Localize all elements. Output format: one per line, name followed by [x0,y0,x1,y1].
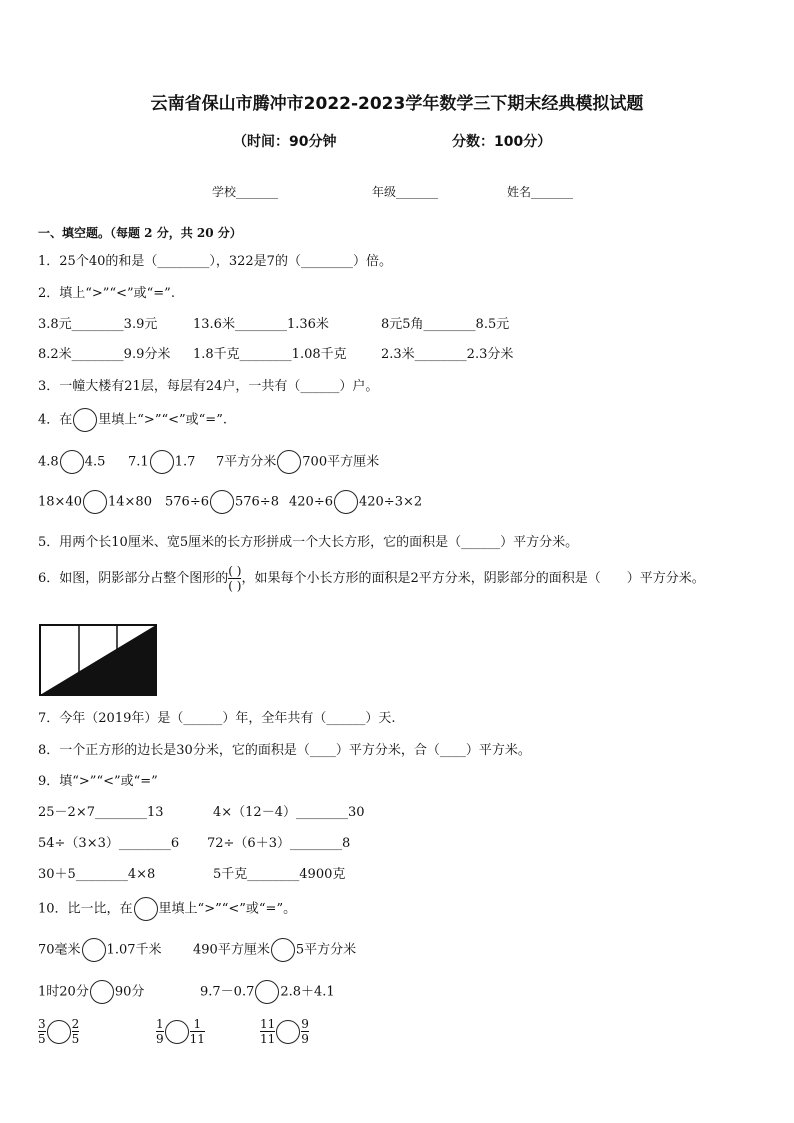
left-value: 18×40 [38,494,82,510]
exam-score: 分数：100分） [452,134,552,150]
q9-item: 4×（12－4）________30 [213,805,365,820]
q10-fraction-item [38,1018,79,1045]
q4-item [128,450,195,474]
question-2: 2．填上“>”“<”或“=”. [38,286,175,301]
q10-item [200,980,335,1004]
denominator: 11 [260,1032,276,1046]
q10-item [193,938,356,962]
left-value: 7.1 [128,454,149,470]
numerator: ( ) [228,564,242,578]
q6-suffix: ，如果每个小长方形的面积是2平方分米，阴影部分的面积是（ ）平方分米。 [241,571,705,586]
q10-fraction-item [260,1018,309,1045]
right-value: 90分 [114,984,145,1000]
right-value: 14×80 [107,494,152,510]
denominator: 5 [71,1032,80,1046]
name-field: 姓名_______ [507,185,574,199]
q9-item: 25－2×7________13 [38,805,164,820]
denominator: 9 [156,1032,164,1046]
q9-item: 72÷（6＋3）________8 [207,836,351,851]
answer-circle[interactable] [210,490,234,514]
q9-item: 54÷（3×3）________6 [38,836,180,851]
q9-item: 30＋5________4×8 [38,867,156,882]
left-value: 576÷6 [165,494,209,510]
answer-circle[interactable] [90,980,114,1004]
question-5: 5．用两个长10厘米、宽5厘米的长方形拼成一个大长方形，它的面积是（______）平方分米。 [38,535,579,550]
answer-circle[interactable] [73,408,97,432]
q10-prefix: 10．比一比，在 [38,901,133,917]
answer-circle[interactable] [82,938,106,962]
answer-circle[interactable] [150,450,174,474]
q4-item [165,490,279,514]
answer-circle[interactable] [277,450,301,474]
shaded-rectangle-figure [38,623,158,697]
fraction [190,1018,205,1045]
exam-time: （时间：90分钟 [233,134,337,150]
fraction [156,1018,164,1045]
q10-item [38,938,162,962]
right-value: 700平方厘米 [302,454,380,470]
numerator: 9 [301,1017,309,1031]
left-value: 490平方厘米 [193,942,270,958]
question-4 [38,408,227,432]
answer-circle[interactable] [276,1020,300,1044]
answer-circle[interactable] [83,490,107,514]
question-10 [38,897,296,921]
right-value: 2.8＋4.1 [280,984,335,1000]
q4-item [216,450,379,474]
q2-item: 13.6米________1.36米 [193,317,329,332]
numerator: 3 [38,1017,46,1031]
fraction-blank [228,565,241,592]
left-value: 1时20分 [38,984,89,1000]
answer-circle[interactable] [255,980,279,1004]
q2-item: 1.8千克________1.08千克 [193,347,347,362]
numerator: 2 [71,1017,80,1031]
question-1: 1．25个40的和是（________），322是7的（________）倍。 [38,254,392,269]
left-value: 9.7－0.7 [200,984,255,1000]
right-value: 420÷3×2 [358,494,423,510]
left-value: 4.8 [38,454,59,470]
answer-circle[interactable] [334,490,358,514]
q2-item: 2.3米________2.3分米 [381,347,514,362]
denominator: 5 [38,1032,46,1046]
page-title: 云南省保山市腾冲市2022-2023学年数学三下期末经典模拟试题 [150,94,644,114]
grade-field: 年级_______ [372,185,439,199]
fraction [38,1018,46,1045]
fraction [72,1018,80,1045]
q4-item [289,490,422,514]
section-heading: 一、填空题。（每题 2 分，共 20 分） [38,226,242,240]
left-value: 7平方分米 [216,454,277,470]
q4-item [38,450,105,474]
question-9: 9．填“>”“<”或“=” [38,774,158,789]
q2-item: 8元5角________8.5元 [381,317,510,332]
numerator: 11 [260,1017,276,1031]
answer-circle[interactable] [60,450,84,474]
school-field: 学校_______ [212,185,279,199]
answer-circle[interactable] [165,1020,189,1044]
question-3: 3．一幢大楼有21层，每层有24户，一共有（______）户。 [38,379,379,394]
question-8: 8．一个正方形的边长是30分米，它的面积是（____）平方分米，合（____）平方米。 [38,743,531,758]
denominator: ( ) [228,579,242,593]
q2-item: 8.2米________9.9分米 [38,347,171,362]
numerator: 1 [193,1017,202,1031]
fraction [260,1018,275,1045]
right-value: 5平方分米 [295,942,357,958]
left-value: 420÷6 [289,494,333,510]
question-6 [38,565,705,592]
denominator: 11 [189,1032,205,1046]
q6-prefix: 6．如图，阴影部分占整个图形的 [38,571,229,586]
right-value: 4.5 [84,454,106,470]
q9-item: 5千克________4900克 [213,867,346,882]
q2-item: 3.8元________3.9元 [38,317,158,332]
answer-circle[interactable] [134,897,158,921]
q4-suffix: 里填上“>”“<”或“=”. [98,412,227,428]
numerator: 1 [156,1017,164,1031]
right-value: 1.07千米 [106,942,162,958]
q10-fraction-item [156,1018,205,1045]
q10-suffix: 里填上“>”“<”或“=”。 [158,901,297,917]
answer-circle[interactable] [271,938,295,962]
q4-item [38,490,152,514]
q4-prefix: 4．在 [38,412,73,428]
left-value: 70毫米 [38,942,81,958]
question-7: 7．今年（2019年）是（______）年，全年共有（______）天. [38,711,396,726]
fraction [301,1018,309,1045]
right-value: 1.7 [174,454,196,470]
q10-item [38,980,144,1004]
right-value: 576÷8 [234,494,279,510]
answer-circle[interactable] [47,1020,71,1044]
denominator: 9 [301,1032,309,1046]
